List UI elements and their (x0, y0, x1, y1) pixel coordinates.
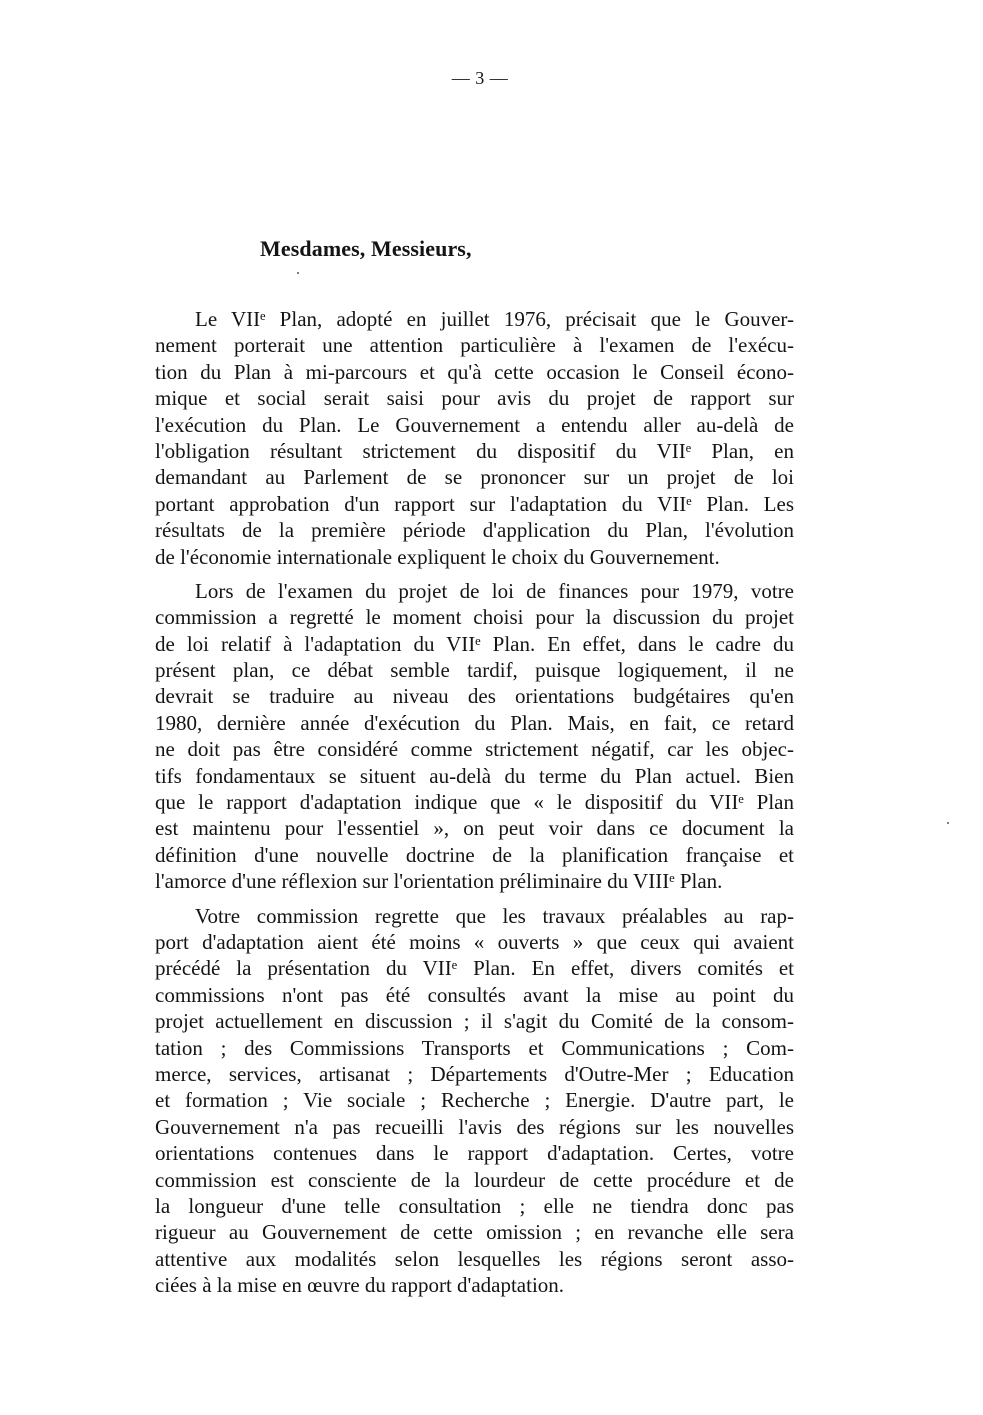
text-line: Votre commission regrette que les travaux préalables au rap- (195, 903, 794, 928)
paragraph-3 (155, 903, 794, 1299)
text-line: commissions n'ont pas été consultés avant la mise au point du (155, 982, 794, 1007)
paragraph-2 (155, 578, 794, 895)
text-line: de l'économie internationale expliquent le choix du Gouvernement. (155, 544, 720, 569)
text-line: orientations contenues dans le rapport d'adaptation. Certes, votre (155, 1141, 794, 1166)
text-line: demandant au Parlement de se prononcer sur un projet de loi (155, 465, 794, 490)
text-line: l'exécution du Plan. Le Gouvernement a entendu aller au-delà de (155, 412, 794, 437)
text-line: que le rapport d'adaptation indique que « le dispositif du VIIᵉ Plan (155, 790, 794, 815)
text-line: projet actuellement en discussion ; il s'agit du Comité de la consom- (155, 1009, 794, 1034)
text-line: Gouvernement n'a pas recueilli l'avis des régions sur les nouvelles (155, 1114, 794, 1139)
text-line: définition d'une nouvelle doctrine de la planification française et (155, 842, 794, 867)
scan-speck (297, 272, 299, 274)
text-line: merce, services, artisanat ; Départements d'Outre-Mer ; Education (155, 1061, 794, 1086)
text-line: 1980, dernière année d'exécution du Plan. Mais, en fait, ce retard (155, 710, 794, 735)
text-line: tion du Plan à mi-parcours et qu'à cette occasion le Conseil écono- (155, 359, 794, 384)
text-line: nement porterait une attention particulière à l'examen de l'exécu- (155, 333, 794, 358)
text-line: portant approbation d'un rapport sur l'adaptation du VIIᵉ Plan. Les (155, 491, 794, 516)
paragraph-1 (155, 306, 794, 570)
body-text (155, 306, 794, 1306)
text-line: de loi relatif à l'adaptation du VIIᵉ Plan. En effet, dans le cadre du (155, 631, 794, 656)
text-line: mique et social serait saisi pour avis du projet de rapport sur (155, 386, 794, 411)
text-line: résultats de la première période d'application du Plan, l'évolution (155, 518, 794, 543)
text-line: commission a regretté le moment choisi pour la discussion du projet (155, 605, 794, 630)
salutation: Mesdames, Messieurs, (260, 236, 472, 261)
text-line: commission est consciente de la lourdeur de cette procédure et de (155, 1167, 794, 1192)
text-line: attentive aux modalités selon lesquelles les régions seront asso- (155, 1246, 794, 1271)
page-number: — 3 — (451, 68, 509, 88)
text-line: est maintenu pour l'essentiel », on peut voir dans ce document la (155, 816, 794, 841)
text-line: port d'adaptation aient été moins « ouverts » que ceux qui avaient (155, 929, 794, 954)
text-line: ciées à la mise en œuvre du rapport d'adaptation. (155, 1273, 565, 1298)
text-line: Le VIIᵉ Plan, adopté en juillet 1976, précisait que le Gouver- (195, 307, 794, 331)
text-line: l'amorce d'une réflexion sur l'orientation préliminaire du VIIIᵉ Plan. (155, 869, 723, 894)
text-line: tifs fondamentaux se situent au-delà du terme du Plan actuel. Bien (155, 763, 794, 788)
text-line: Lors de l'examen du projet de loi de finances pour 1979, votre (195, 578, 794, 603)
scan-speck (947, 822, 949, 824)
text-line: la longueur d'une telle consultation ; elle ne tiendra donc pas (155, 1193, 794, 1218)
text-line: devrait se traduire au niveau des orientations budgétaires qu'en (155, 684, 794, 709)
text-line: précédé la présentation du VIIᵉ Plan. En effet, divers comités et (155, 956, 794, 981)
text-line: et formation ; Vie sociale ; Recherche ; Energie. D'autre part, le (155, 1088, 794, 1113)
text-line: présent plan, ce débat semble tardif, puisque logiquement, il ne (155, 658, 794, 683)
text-line: ne doit pas être considéré comme strictement négatif, car les objec- (155, 737, 794, 762)
text-line: l'obligation résultant strictement du dispositif du VIIᵉ Plan, en (155, 438, 794, 463)
text-line: rigueur au Gouvernement de cette omission ; en revanche elle sera (155, 1220, 794, 1245)
text-line: tation ; des Commissions Transports et Communications ; Com- (155, 1035, 794, 1060)
